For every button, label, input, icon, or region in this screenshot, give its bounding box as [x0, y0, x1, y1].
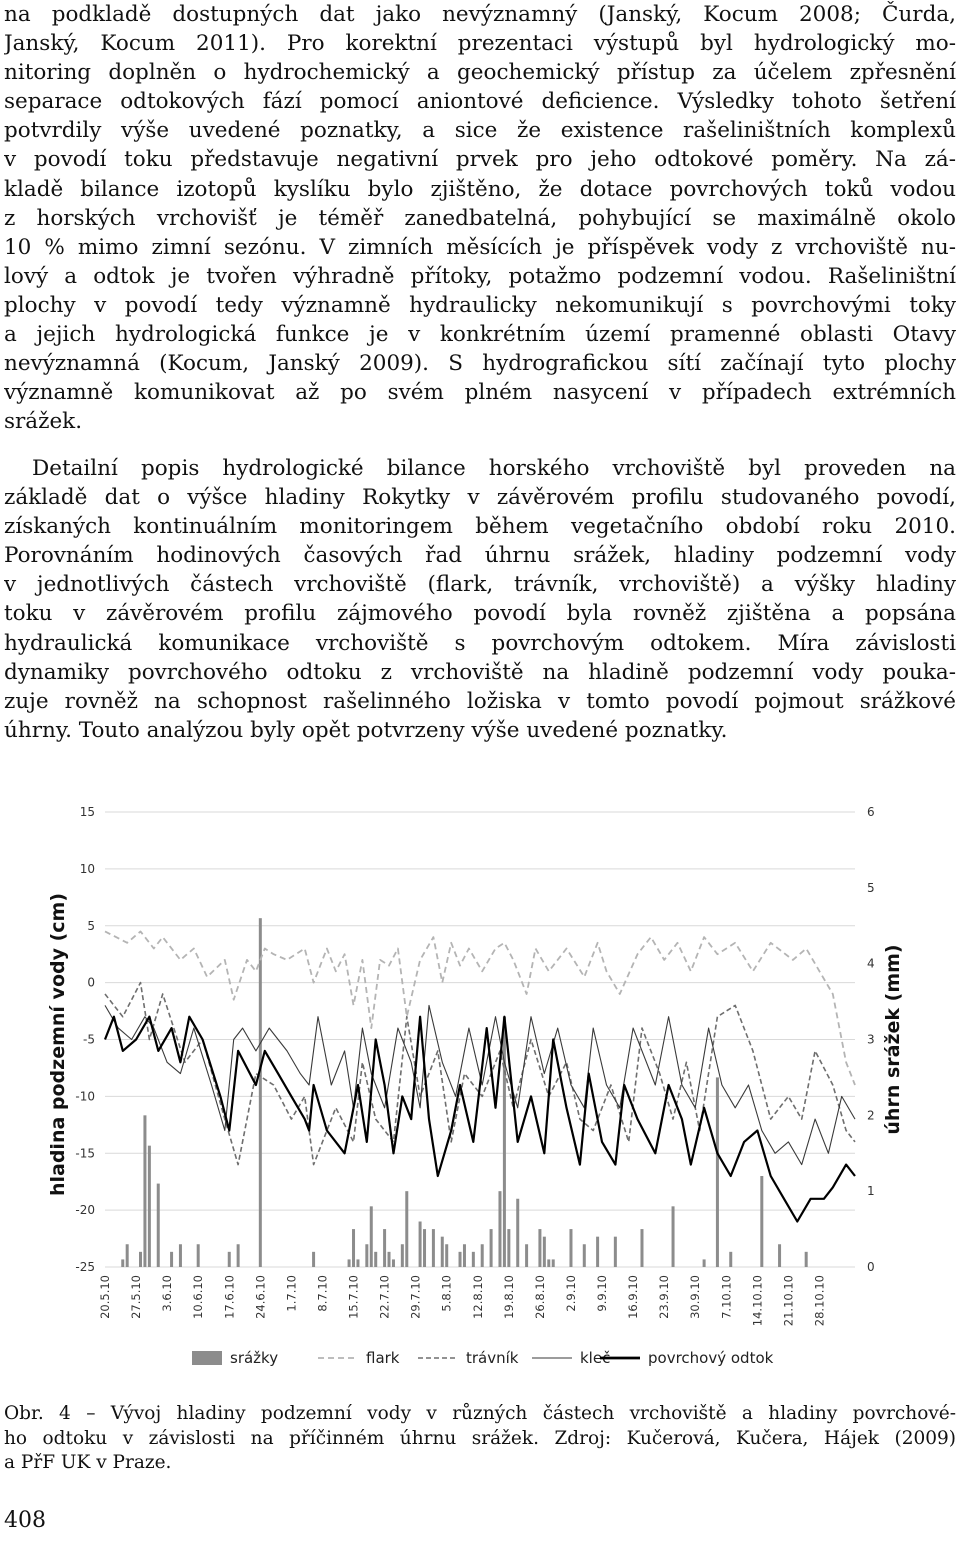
- x-tick-label: 15.7.10: [346, 1275, 361, 1319]
- precipitation-bar: [370, 1206, 373, 1267]
- precipitation-bar: [498, 1191, 501, 1267]
- precipitation-bar: [463, 1244, 466, 1267]
- y2-tick-label: 4: [867, 956, 875, 971]
- y-tick-label: -20: [75, 1203, 95, 1218]
- precipitation-bar: [516, 1199, 519, 1267]
- precipitation-bar: [259, 918, 262, 1267]
- paragraph2-line: toku v závěrovém profilu zájmového povodí byla rovněž zjištěna a popsána: [4, 601, 956, 627]
- caption-line: Obr. 4 – Vývoj hladiny podzemní vody v různých částech vrchoviště a hladiny povrchové-: [4, 1403, 956, 1424]
- caption-line: a PřF UK v Praze.: [4, 1452, 172, 1473]
- body-paragraph-2: [4, 454, 956, 745]
- paragraph1-line: z horských vrchovišť je téměř zanedbatelná, pohybující se maximálně okolo: [4, 205, 956, 231]
- y2-tick-label: 5: [867, 880, 875, 895]
- y-tick-label: -15: [75, 1146, 95, 1161]
- paragraph1-line: potvrdily výše uvedené poznatky, a sice že existence rašeliništních komplexů: [4, 118, 956, 144]
- y2-axis-title: úhrn srážek (mm): [882, 944, 904, 1135]
- x-tick-label: 20.5.10: [98, 1275, 112, 1319]
- precipitation-bar: [423, 1229, 426, 1267]
- x-tick-label: 26.8.10: [532, 1275, 547, 1319]
- y-tick-label: -25: [75, 1260, 95, 1274]
- precipitation-bar: [596, 1237, 599, 1267]
- paragraph1-line: a jejich hydrologická funkce je v konkrétním území pramenné oblasti Otavy: [4, 322, 956, 348]
- paragraph2-line: v jednotlivých částech vrchoviště (flark, trávník, vrchoviště) a výšky hladiny: [4, 572, 956, 598]
- precipitation-bar: [672, 1206, 675, 1267]
- x-tick-label: 24.6.10: [253, 1275, 268, 1319]
- paragraph1-line: plochy v povodí tedy významně hydraulicky nekomunikují s povrchovými toky: [4, 292, 956, 318]
- precipitation-bar: [441, 1237, 444, 1267]
- groundwater-chart: [0, 790, 960, 1390]
- x-tick-label: 23.9.10: [657, 1275, 672, 1319]
- paragraph1-line: 10 % mimo zimní sezónu. V zimních měsících je příspěvek vody z vrchoviště nu-: [4, 234, 956, 260]
- y2-tick-label: 3: [867, 1032, 875, 1047]
- precipitation-bar: [139, 1252, 142, 1267]
- precipitation-bar: [237, 1244, 240, 1267]
- legend-label: flark: [366, 1349, 400, 1367]
- precipitation-bar: [356, 1259, 359, 1267]
- x-tick-label: 19.8.10: [501, 1275, 516, 1319]
- precipitation-bar: [228, 1252, 231, 1267]
- legend-label: trávník: [466, 1349, 519, 1367]
- paragraph2-line: Detailní popis hydrologické bilance horského vrchoviště byl proveden na: [32, 456, 956, 481]
- x-tick-label: 3.6.10: [160, 1275, 175, 1312]
- precipitation-bar: [197, 1244, 200, 1267]
- precipitation-bar: [419, 1222, 422, 1268]
- precipitation-bar: [507, 1229, 510, 1267]
- paragraph1-line: v povodí toku představuje negativní prvek pro jeho odtokové poměry. Na zá-: [4, 147, 956, 173]
- y-tick-label: 0: [87, 975, 95, 990]
- precipitation-bar: [760, 1176, 763, 1267]
- precipitation-bar: [445, 1244, 448, 1267]
- precipitation-bar: [392, 1259, 395, 1267]
- precipitation-bar: [170, 1252, 173, 1267]
- precipitation-bar: [703, 1259, 706, 1267]
- legend-label: kleč: [580, 1349, 611, 1367]
- x-tick-label: 27.5.10: [129, 1275, 144, 1319]
- legend-label: srážky: [230, 1349, 279, 1367]
- precipitation-bar: [143, 1115, 146, 1267]
- precipitation-bar: [805, 1252, 808, 1267]
- y2-tick-label: 2: [867, 1108, 875, 1123]
- paragraph1-line: lový a odtok je tvořen výhradně přítoky, potažmo podzemní vodou. Rašeliništní: [4, 263, 956, 289]
- paragraph2-line: úhrny. Touto analýzou byly opět potvrzeny výše uvedené poznatky.: [4, 717, 728, 743]
- precipitation-bar: [365, 1244, 368, 1267]
- y2-tick-label: 6: [867, 805, 875, 819]
- paragraph1-line: nitoring doplněn o hydrochemický a geochemický přístup za účelem zpřesnění: [4, 60, 956, 86]
- paragraph2-line: zuje rovněž na schopnost rašelinného ložiska v tomto povodí pojmout srážkové: [4, 688, 956, 714]
- x-tick-label: 16.9.10: [626, 1275, 641, 1319]
- paragraph2-line: získaných kontinuálním monitoringem během vegetačního období roku 2010.: [4, 514, 956, 540]
- precipitation-bar: [383, 1229, 386, 1267]
- series-line-flark: [105, 931, 855, 1085]
- x-tick-label: 12.8.10: [470, 1275, 485, 1319]
- precipitation-bar: [640, 1229, 643, 1267]
- paragraph1-line: na podkladě dostupných dat jako nevýznamný (Janský, Kocum 2008; Čurda,: [4, 2, 956, 27]
- x-tick-label: 2.9.10: [563, 1275, 578, 1312]
- precipitation-bar: [374, 1252, 377, 1267]
- precipitation-bar: [538, 1229, 541, 1267]
- paragraph1-line: Janský, Kocum 2011). Pro korektní prezentaci výstupů byl hydrologický mo-: [4, 31, 956, 57]
- y-tick-label: -5: [83, 1032, 95, 1047]
- x-tick-label: 28.10.10: [812, 1275, 827, 1327]
- paragraph2-line: základě dat o výšce hladiny Rokytky v závěrovém profilu studovaného povodí,: [4, 485, 956, 511]
- precipitation-bar: [778, 1244, 781, 1267]
- y-tick-label: 5: [87, 918, 95, 933]
- precipitation-bar: [729, 1252, 732, 1267]
- precipitation-bar: [157, 1184, 160, 1267]
- y-tick-label: -10: [75, 1089, 95, 1104]
- precipitation-bar: [569, 1229, 572, 1267]
- precipitation-bar: [432, 1229, 435, 1267]
- precipitation-bar: [552, 1259, 555, 1267]
- x-tick-label: 14.10.10: [750, 1275, 765, 1327]
- precipitation-bar: [716, 1077, 719, 1267]
- paragraph1-line: významně komunikovat až po svém plném nasycení v případech extrémních: [4, 380, 956, 406]
- precipitation-bar: [525, 1244, 528, 1267]
- body-paragraph-1: [4, 0, 956, 436]
- paragraph2-line: dynamiky povrchového odtoku z vrchoviště na hladině podzemní vody pouka-: [4, 659, 956, 685]
- caption-line: ho odtoku v závislosti na příčinném úhrnu srážek. Zdroj: Kučerová, Kučera, Hájek (2009): [4, 1427, 956, 1449]
- precipitation-bar: [459, 1252, 462, 1267]
- precipitation-bar: [179, 1244, 182, 1267]
- y-axis-title: hladina podzemní vody (cm): [47, 892, 69, 1197]
- legend-swatch-srazky: [192, 1351, 222, 1365]
- paragraph1-line: separace odtokových fází pomocí aniontové deficience. Výsledky tohoto šetření: [4, 89, 956, 115]
- x-tick-label: 7.10.10: [719, 1275, 734, 1319]
- precipitation-bar: [126, 1244, 129, 1267]
- x-tick-label: 29.7.10: [408, 1275, 423, 1319]
- paragraph2-line: Porovnáním hodinových časových řad úhrnu srážek, hladiny podzemní vody: [4, 543, 956, 569]
- y2-tick-label: 0: [867, 1260, 875, 1274]
- y-tick-label: 10: [79, 861, 95, 876]
- precipitation-bar: [583, 1244, 586, 1267]
- precipitation-bar: [352, 1229, 355, 1267]
- legend-label: povrchový odtok: [648, 1349, 774, 1367]
- x-tick-label: 21.10.10: [781, 1275, 796, 1327]
- precipitation-bar: [405, 1191, 408, 1267]
- precipitation-bar: [312, 1252, 315, 1267]
- x-tick-label: 8.7.10: [315, 1275, 330, 1312]
- x-tick-label: 30.9.10: [688, 1275, 703, 1319]
- precipitation-bar: [614, 1237, 617, 1267]
- precipitation-bar: [481, 1244, 484, 1267]
- series-line-povrchovy-odtok: [105, 1017, 855, 1222]
- x-tick-label: 10.6.10: [191, 1275, 206, 1319]
- paragraph1-line: srážek.: [4, 409, 83, 435]
- x-tick-label: 9.9.10: [595, 1275, 610, 1312]
- chart-canvas: [0, 790, 960, 1390]
- precipitation-bar: [472, 1252, 475, 1267]
- precipitation-bar: [348, 1259, 351, 1267]
- figure-caption: [4, 1402, 956, 1476]
- y2-tick-label: 1: [867, 1184, 875, 1199]
- page-number: 408: [4, 1508, 46, 1533]
- precipitation-bar: [401, 1244, 404, 1267]
- precipitation-bar: [121, 1259, 124, 1267]
- x-tick-label: 17.6.10: [222, 1275, 237, 1319]
- x-tick-label: 5.8.10: [439, 1275, 454, 1312]
- paragraph1-line: nevýznamná (Kocum, Janský 2009). S hydrografickou sítí začínají tyto plochy: [4, 351, 956, 377]
- x-tick-label: 22.7.10: [377, 1275, 392, 1319]
- y-tick-label: 15: [79, 805, 95, 819]
- paragraph2-line: hydraulická komunikace vrchoviště s povrchovým odtokem. Míra závislosti: [4, 630, 956, 656]
- precipitation-bar: [388, 1252, 391, 1267]
- precipitation-bar: [148, 1146, 151, 1267]
- precipitation-bar: [490, 1229, 493, 1267]
- x-tick-label: 1.7.10: [284, 1275, 299, 1312]
- precipitation-bar: [543, 1237, 546, 1267]
- paragraph1-line: kladě bilance izotopů kyslíku bylo zjištěno, že dotace povrchových toků vodou: [4, 176, 956, 202]
- precipitation-bar: [547, 1259, 550, 1267]
